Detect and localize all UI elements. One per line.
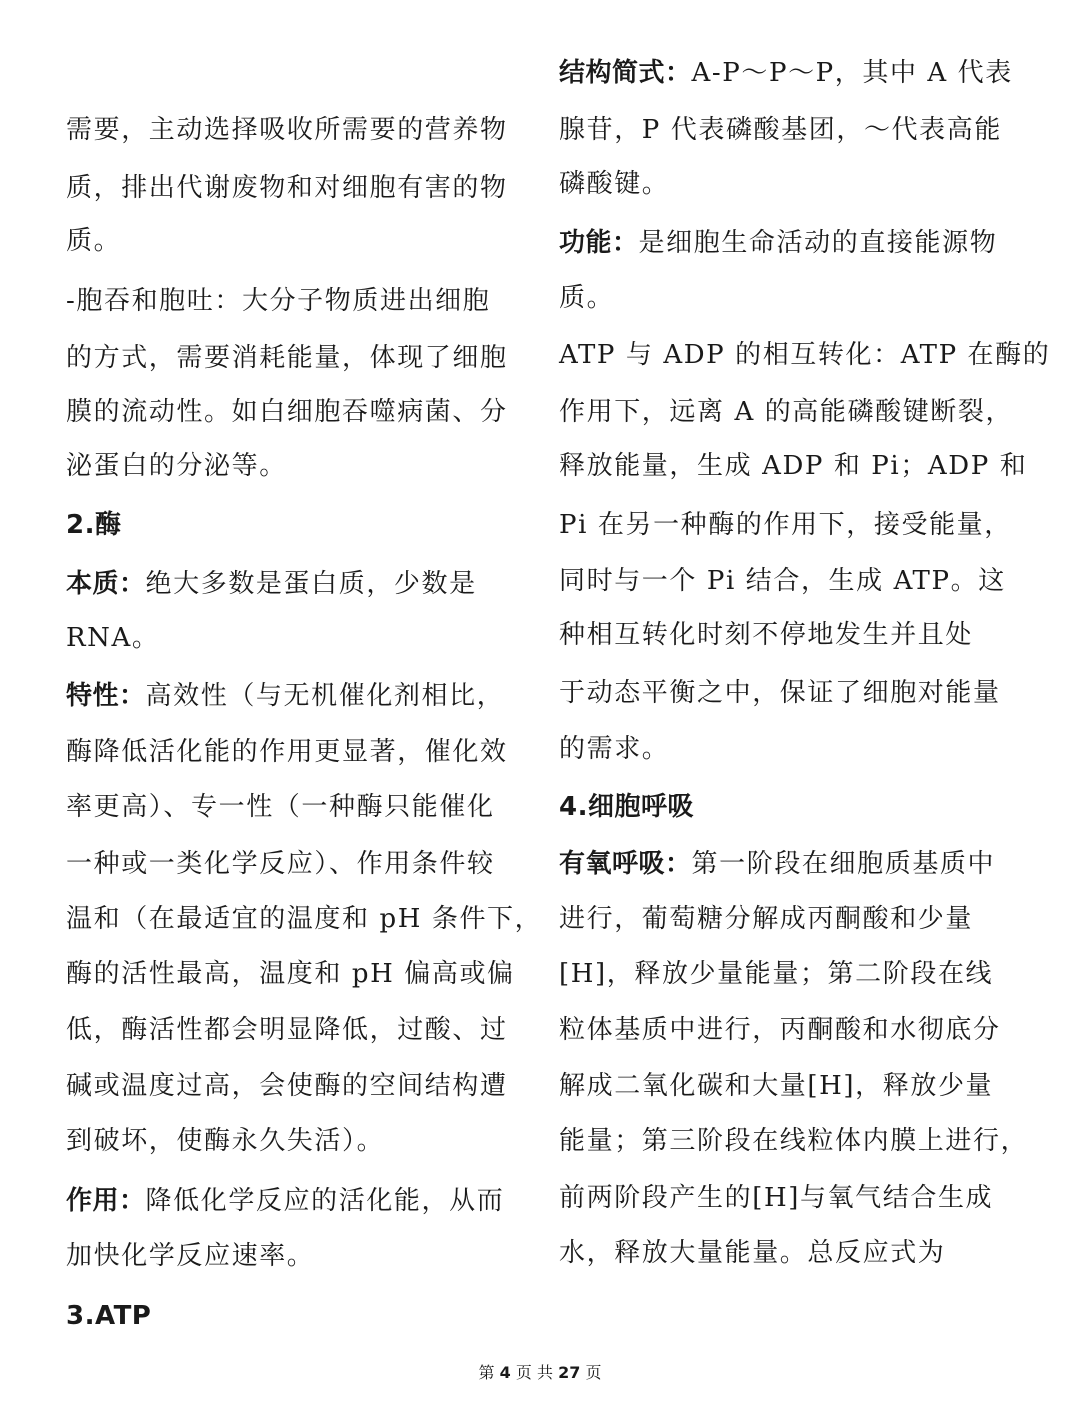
text-line: 到破坏，使酶永久失活）。 — [66, 1126, 385, 1156]
text-line: 作用下，远离 A 的高能磷酸键断裂， — [559, 397, 1014, 427]
text-line: 前两阶段产生的[H]与氧气结合生成 — [559, 1183, 994, 1213]
text-line: 能量；第三阶段在线粒体内膜上进行， — [559, 1126, 1029, 1156]
property-paragraph — [66, 676, 504, 716]
text-line: 的方式，需要消耗能量，体现了细胞 — [66, 343, 508, 373]
text-line: 腺苷，P 代表磷酸基团，～代表高能 — [559, 115, 1002, 145]
footer-prefix: 第 — [478, 1363, 495, 1382]
text-line: 加快化学反应速率。 — [66, 1241, 315, 1271]
text-line: 温和（在最适宜的温度和 pH 条件下， — [66, 904, 543, 934]
text-line: 进行，葡萄糖分解成丙酮酸和少量 — [559, 904, 974, 934]
property-text: 高效性（与无机催化剂相比， — [145, 681, 505, 711]
function-label: 作用： — [66, 1186, 146, 1216]
text-line: 质，排出代谢废物和对细胞有害的物 — [66, 173, 508, 203]
text-line: 磷酸键。 — [559, 169, 670, 199]
property-label: 特性： — [66, 681, 146, 711]
footer-suffix: 页 — [585, 1363, 602, 1382]
atp-function-text: 是细胞生命活动的直接能源物 — [638, 228, 998, 258]
text-line: RNA。 — [66, 623, 160, 653]
text-line: 种相互转化时刻不停地发生并且处 — [559, 620, 974, 650]
text-line: 低，酶活性都会明显降低，过酸、过 — [66, 1015, 508, 1045]
text-line: 同时与一个 Pi 结合，生成 ATP。这 — [559, 566, 1006, 596]
current-page-number: 4 — [499, 1363, 511, 1382]
text-line: 释放能量，生成 ADP 和 Pi；ADP 和 — [559, 451, 1028, 481]
aerobic-text: 第一阶段在细胞质基质中 — [691, 849, 996, 879]
section-heading-atp: 3.ATP — [66, 1301, 152, 1331]
function-paragraph — [66, 1181, 504, 1221]
structure-label: 结构简式： — [559, 58, 692, 88]
text-line: -胞吞和胞吐：大分子物质进出细胞 — [66, 286, 491, 316]
text-line: 水，释放大量能量。总反应式为 — [559, 1238, 946, 1268]
essence-label: 本质： — [66, 569, 146, 599]
text-line: Pi 在另一种酶的作用下，接受能量， — [559, 510, 1012, 540]
text-line: ATP 与 ADP 的相互转化：ATP 在酶的 — [559, 340, 1051, 370]
essence-text: 绝大多数是蛋白质，少数是 — [145, 569, 477, 599]
structure-text: A-P～P～P，其中 A 代表 — [691, 58, 1013, 88]
atp-function-label: 功能： — [559, 228, 639, 258]
text-line: 酶的活性最高，温度和 pH 偏高或偏 — [66, 959, 515, 989]
atp-function-paragraph — [559, 223, 997, 263]
essence-paragraph — [66, 564, 477, 604]
text-line: 于动态平衡之中，保证了细胞对能量 — [559, 678, 1001, 708]
text-line: 解成二氧化碳和大量[H]，释放少量 — [559, 1071, 994, 1101]
text-line: 粒体基质中进行，丙酮酸和水彻底分 — [559, 1015, 1001, 1045]
footer-mid: 页 共 — [515, 1363, 553, 1382]
text-line: 膜的流动性。如白细胞吞噬病菌、分 — [66, 397, 508, 427]
text-line: 一种或一类化学反应）、作用条件较 — [66, 849, 495, 879]
text-line: 率更高）、专一性（一种酶只能催化 — [66, 792, 495, 822]
section-heading-respiration: 4.细胞呼吸 — [559, 792, 694, 822]
text-line: 碱或温度过高，会使酶的空间结构遭 — [66, 1071, 508, 1101]
text-line: 需要，主动选择吸收所需要的营养物 — [66, 115, 508, 145]
text-line: 泌蛋白的分泌等。 — [66, 451, 287, 481]
aerobic-paragraph — [559, 844, 995, 884]
aerobic-label: 有氧呼吸： — [559, 849, 692, 879]
text-line: 的需求。 — [559, 734, 670, 764]
text-line: 质。 — [559, 283, 615, 313]
page-footer — [0, 1362, 1080, 1384]
text-line: [H]，释放少量能量；第二阶段在线 — [559, 959, 994, 989]
structure-paragraph — [559, 53, 1013, 93]
function-text: 降低化学反应的活化能，从而 — [145, 1186, 505, 1216]
text-line: 质。 — [66, 226, 122, 256]
total-page-count: 27 — [558, 1363, 581, 1382]
section-heading-enzyme: 2.酶 — [66, 510, 122, 540]
text-line: 酶降低活化能的作用更显著，催化效 — [66, 737, 508, 767]
